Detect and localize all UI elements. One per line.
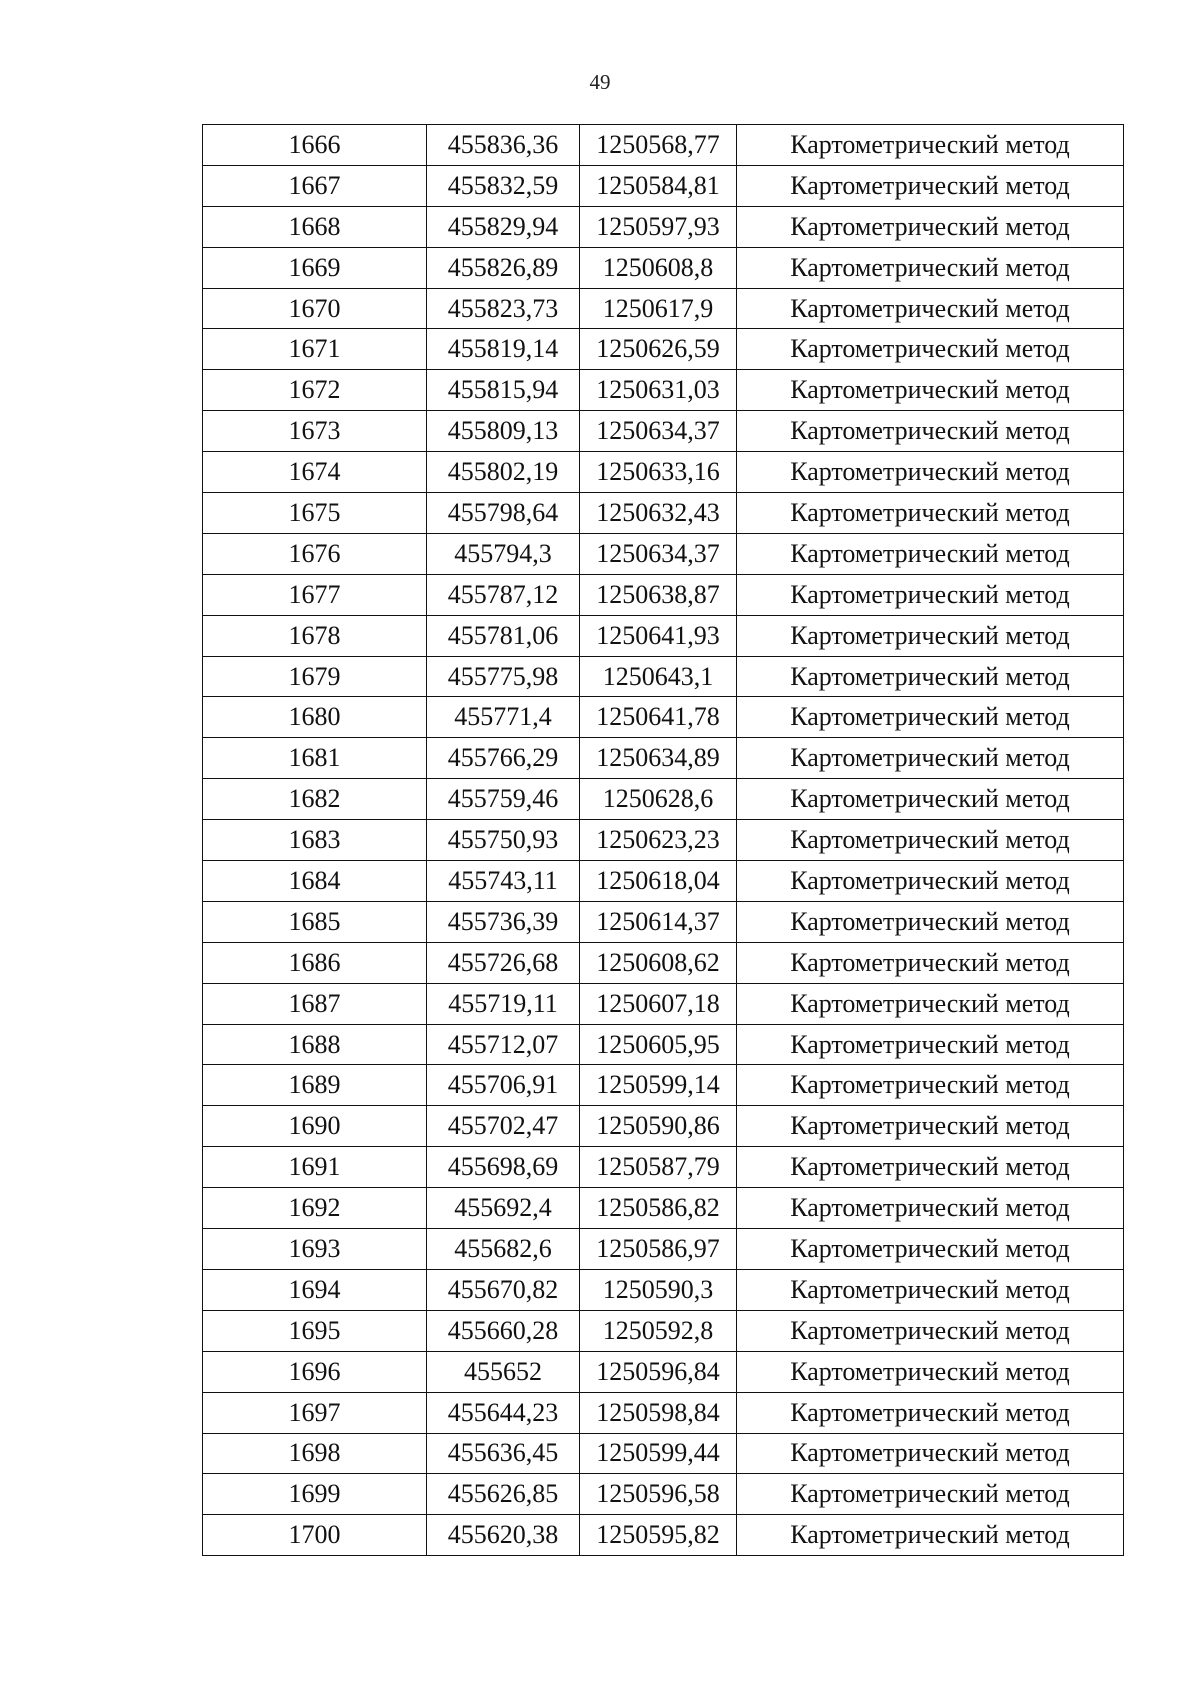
point-number-cell: 1676	[203, 533, 427, 574]
x-coordinate-cell: 455823,73	[427, 288, 580, 329]
table-row	[203, 983, 1124, 1024]
method-cell: Картометрический метод	[737, 656, 1124, 697]
table-row	[203, 901, 1124, 942]
x-coordinate-cell: 455829,94	[427, 206, 580, 247]
x-coordinate-cell: 455775,98	[427, 656, 580, 697]
y-coordinate-cell: 1250632,43	[580, 493, 737, 534]
y-coordinate-cell: 1250641,93	[580, 615, 737, 656]
method-cell: Картометрический метод	[737, 861, 1124, 902]
point-number-cell: 1667	[203, 165, 427, 206]
point-number-cell: 1672	[203, 370, 427, 411]
x-coordinate-cell: 455794,3	[427, 533, 580, 574]
y-coordinate-cell: 1250633,16	[580, 452, 737, 493]
method-cell: Картометрический метод	[737, 1147, 1124, 1188]
y-coordinate-cell: 1250614,37	[580, 901, 737, 942]
y-coordinate-cell: 1250634,37	[580, 533, 737, 574]
method-cell: Картометрический метод	[737, 942, 1124, 983]
table-row	[203, 1188, 1124, 1229]
method-cell: Картометрический метод	[737, 1310, 1124, 1351]
y-coordinate-cell: 1250607,18	[580, 983, 737, 1024]
y-coordinate-cell: 1250634,37	[580, 411, 737, 452]
table-row	[203, 533, 1124, 574]
point-number-cell: 1700	[203, 1515, 427, 1556]
table-row	[203, 1065, 1124, 1106]
x-coordinate-cell: 455736,39	[427, 901, 580, 942]
table-row	[203, 942, 1124, 983]
table-row	[203, 1392, 1124, 1433]
point-number-cell: 1695	[203, 1310, 427, 1351]
table-row	[203, 411, 1124, 452]
x-coordinate-cell: 455781,06	[427, 615, 580, 656]
y-coordinate-cell: 1250590,3	[580, 1269, 737, 1310]
x-coordinate-cell: 455787,12	[427, 574, 580, 615]
table-row	[203, 1229, 1124, 1270]
y-coordinate-cell: 1250608,62	[580, 942, 737, 983]
table-row	[203, 1147, 1124, 1188]
method-cell: Картометрический метод	[737, 165, 1124, 206]
x-coordinate-cell: 455660,28	[427, 1310, 580, 1351]
table-row	[203, 820, 1124, 861]
x-coordinate-cell: 455771,4	[427, 697, 580, 738]
point-number-cell: 1689	[203, 1065, 427, 1106]
point-number-cell: 1690	[203, 1106, 427, 1147]
point-number-cell: 1683	[203, 820, 427, 861]
y-coordinate-cell: 1250618,04	[580, 861, 737, 902]
point-number-cell: 1685	[203, 901, 427, 942]
table-row	[203, 247, 1124, 288]
y-coordinate-cell: 1250590,86	[580, 1106, 737, 1147]
method-cell: Картометрический метод	[737, 901, 1124, 942]
point-number-cell: 1671	[203, 329, 427, 370]
x-coordinate-cell: 455798,64	[427, 493, 580, 534]
y-coordinate-cell: 1250586,82	[580, 1188, 737, 1229]
point-number-cell: 1682	[203, 779, 427, 820]
x-coordinate-cell: 455698,69	[427, 1147, 580, 1188]
method-cell: Картометрический метод	[737, 983, 1124, 1024]
point-number-cell: 1691	[203, 1147, 427, 1188]
y-coordinate-cell: 1250599,14	[580, 1065, 737, 1106]
table-row	[203, 493, 1124, 534]
y-coordinate-cell: 1250628,6	[580, 779, 737, 820]
point-number-cell: 1696	[203, 1351, 427, 1392]
y-coordinate-cell: 1250617,9	[580, 288, 737, 329]
y-coordinate-cell: 1250631,03	[580, 370, 737, 411]
coordinates-table	[202, 124, 1124, 1556]
table-row	[203, 1024, 1124, 1065]
y-coordinate-cell: 1250643,1	[580, 656, 737, 697]
method-cell: Картометрический метод	[737, 1024, 1124, 1065]
y-coordinate-cell: 1250598,84	[580, 1392, 737, 1433]
table-row	[203, 697, 1124, 738]
table-row	[203, 1433, 1124, 1474]
point-number-cell: 1668	[203, 206, 427, 247]
x-coordinate-cell: 455819,14	[427, 329, 580, 370]
table-row	[203, 861, 1124, 902]
table-row	[203, 574, 1124, 615]
x-coordinate-cell: 455644,23	[427, 1392, 580, 1433]
point-number-cell: 1670	[203, 288, 427, 329]
point-number-cell: 1693	[203, 1229, 427, 1270]
point-number-cell: 1674	[203, 452, 427, 493]
point-number-cell: 1687	[203, 983, 427, 1024]
x-coordinate-cell: 455836,36	[427, 125, 580, 166]
point-number-cell: 1669	[203, 247, 427, 288]
method-cell: Картометрический метод	[737, 1229, 1124, 1270]
x-coordinate-cell: 455719,11	[427, 983, 580, 1024]
x-coordinate-cell: 455682,6	[427, 1229, 580, 1270]
method-cell: Картометрический метод	[737, 574, 1124, 615]
y-coordinate-cell: 1250599,44	[580, 1433, 737, 1474]
y-coordinate-cell: 1250638,87	[580, 574, 737, 615]
y-coordinate-cell: 1250605,95	[580, 1024, 737, 1065]
x-coordinate-cell: 455670,82	[427, 1269, 580, 1310]
y-coordinate-cell: 1250641,78	[580, 697, 737, 738]
table-row	[203, 452, 1124, 493]
y-coordinate-cell: 1250568,77	[580, 125, 737, 166]
y-coordinate-cell: 1250596,84	[580, 1351, 737, 1392]
point-number-cell: 1686	[203, 942, 427, 983]
table-row	[203, 615, 1124, 656]
point-number-cell: 1697	[203, 1392, 427, 1433]
y-coordinate-cell: 1250586,97	[580, 1229, 737, 1270]
method-cell: Картометрический метод	[737, 1351, 1124, 1392]
x-coordinate-cell: 455826,89	[427, 247, 580, 288]
method-cell: Картометрический метод	[737, 247, 1124, 288]
y-coordinate-cell: 1250597,93	[580, 206, 737, 247]
y-coordinate-cell: 1250592,8	[580, 1310, 737, 1351]
method-cell: Картометрический метод	[737, 452, 1124, 493]
y-coordinate-cell: 1250596,58	[580, 1474, 737, 1515]
table-row	[203, 656, 1124, 697]
x-coordinate-cell: 455750,93	[427, 820, 580, 861]
point-number-cell: 1694	[203, 1269, 427, 1310]
method-cell: Картометрический метод	[737, 1392, 1124, 1433]
table-row	[203, 738, 1124, 779]
x-coordinate-cell: 455815,94	[427, 370, 580, 411]
table-row	[203, 1310, 1124, 1351]
point-number-cell: 1679	[203, 656, 427, 697]
method-cell: Картометрический метод	[737, 1065, 1124, 1106]
x-coordinate-cell: 455809,13	[427, 411, 580, 452]
table-row	[203, 329, 1124, 370]
x-coordinate-cell: 455802,19	[427, 452, 580, 493]
method-cell: Картометрический метод	[737, 206, 1124, 247]
point-number-cell: 1684	[203, 861, 427, 902]
point-number-cell: 1675	[203, 493, 427, 534]
method-cell: Картометрический метод	[737, 411, 1124, 452]
table-row	[203, 1515, 1124, 1556]
y-coordinate-cell: 1250587,79	[580, 1147, 737, 1188]
method-cell: Картометрический метод	[737, 1515, 1124, 1556]
table-row	[203, 779, 1124, 820]
y-coordinate-cell: 1250595,82	[580, 1515, 737, 1556]
coordinates-table-body	[203, 125, 1124, 1556]
page-number: 49	[589, 70, 611, 94]
method-cell: Картометрический метод	[737, 125, 1124, 166]
x-coordinate-cell: 455636,45	[427, 1433, 580, 1474]
point-number-cell: 1666	[203, 125, 427, 166]
method-cell: Картометрический метод	[737, 533, 1124, 574]
point-number-cell: 1688	[203, 1024, 427, 1065]
method-cell: Картометрический метод	[737, 1106, 1124, 1147]
point-number-cell: 1681	[203, 738, 427, 779]
table-row	[203, 1474, 1124, 1515]
x-coordinate-cell: 455726,68	[427, 942, 580, 983]
method-cell: Картометрический метод	[737, 738, 1124, 779]
method-cell: Картометрический метод	[737, 329, 1124, 370]
point-number-cell: 1698	[203, 1433, 427, 1474]
x-coordinate-cell: 455620,38	[427, 1515, 580, 1556]
method-cell: Картометрический метод	[737, 1269, 1124, 1310]
table-row	[203, 125, 1124, 166]
x-coordinate-cell: 455712,07	[427, 1024, 580, 1065]
method-cell: Картометрический метод	[737, 1474, 1124, 1515]
method-cell: Картометрический метод	[737, 697, 1124, 738]
method-cell: Картометрический метод	[737, 615, 1124, 656]
method-cell: Картометрический метод	[737, 493, 1124, 534]
point-number-cell: 1680	[203, 697, 427, 738]
table-row	[203, 1351, 1124, 1392]
table-row	[203, 1269, 1124, 1310]
method-cell: Картометрический метод	[737, 370, 1124, 411]
table-row	[203, 370, 1124, 411]
table-row	[203, 165, 1124, 206]
x-coordinate-cell: 455832,59	[427, 165, 580, 206]
y-coordinate-cell: 1250584,81	[580, 165, 737, 206]
y-coordinate-cell: 1250626,59	[580, 329, 737, 370]
point-number-cell: 1678	[203, 615, 427, 656]
table-row	[203, 288, 1124, 329]
x-coordinate-cell: 455626,85	[427, 1474, 580, 1515]
y-coordinate-cell: 1250608,8	[580, 247, 737, 288]
y-coordinate-cell: 1250623,23	[580, 820, 737, 861]
y-coordinate-cell: 1250634,89	[580, 738, 737, 779]
method-cell: Картометрический метод	[737, 779, 1124, 820]
method-cell: Картометрический метод	[737, 820, 1124, 861]
point-number-cell: 1677	[203, 574, 427, 615]
method-cell: Картометрический метод	[737, 288, 1124, 329]
x-coordinate-cell: 455759,46	[427, 779, 580, 820]
table-row	[203, 206, 1124, 247]
point-number-cell: 1699	[203, 1474, 427, 1515]
x-coordinate-cell: 455652	[427, 1351, 580, 1392]
method-cell: Картометрический метод	[737, 1433, 1124, 1474]
x-coordinate-cell: 455702,47	[427, 1106, 580, 1147]
x-coordinate-cell: 455766,29	[427, 738, 580, 779]
x-coordinate-cell: 455692,4	[427, 1188, 580, 1229]
point-number-cell: 1692	[203, 1188, 427, 1229]
x-coordinate-cell: 455706,91	[427, 1065, 580, 1106]
table-row	[203, 1106, 1124, 1147]
method-cell: Картометрический метод	[737, 1188, 1124, 1229]
point-number-cell: 1673	[203, 411, 427, 452]
x-coordinate-cell: 455743,11	[427, 861, 580, 902]
